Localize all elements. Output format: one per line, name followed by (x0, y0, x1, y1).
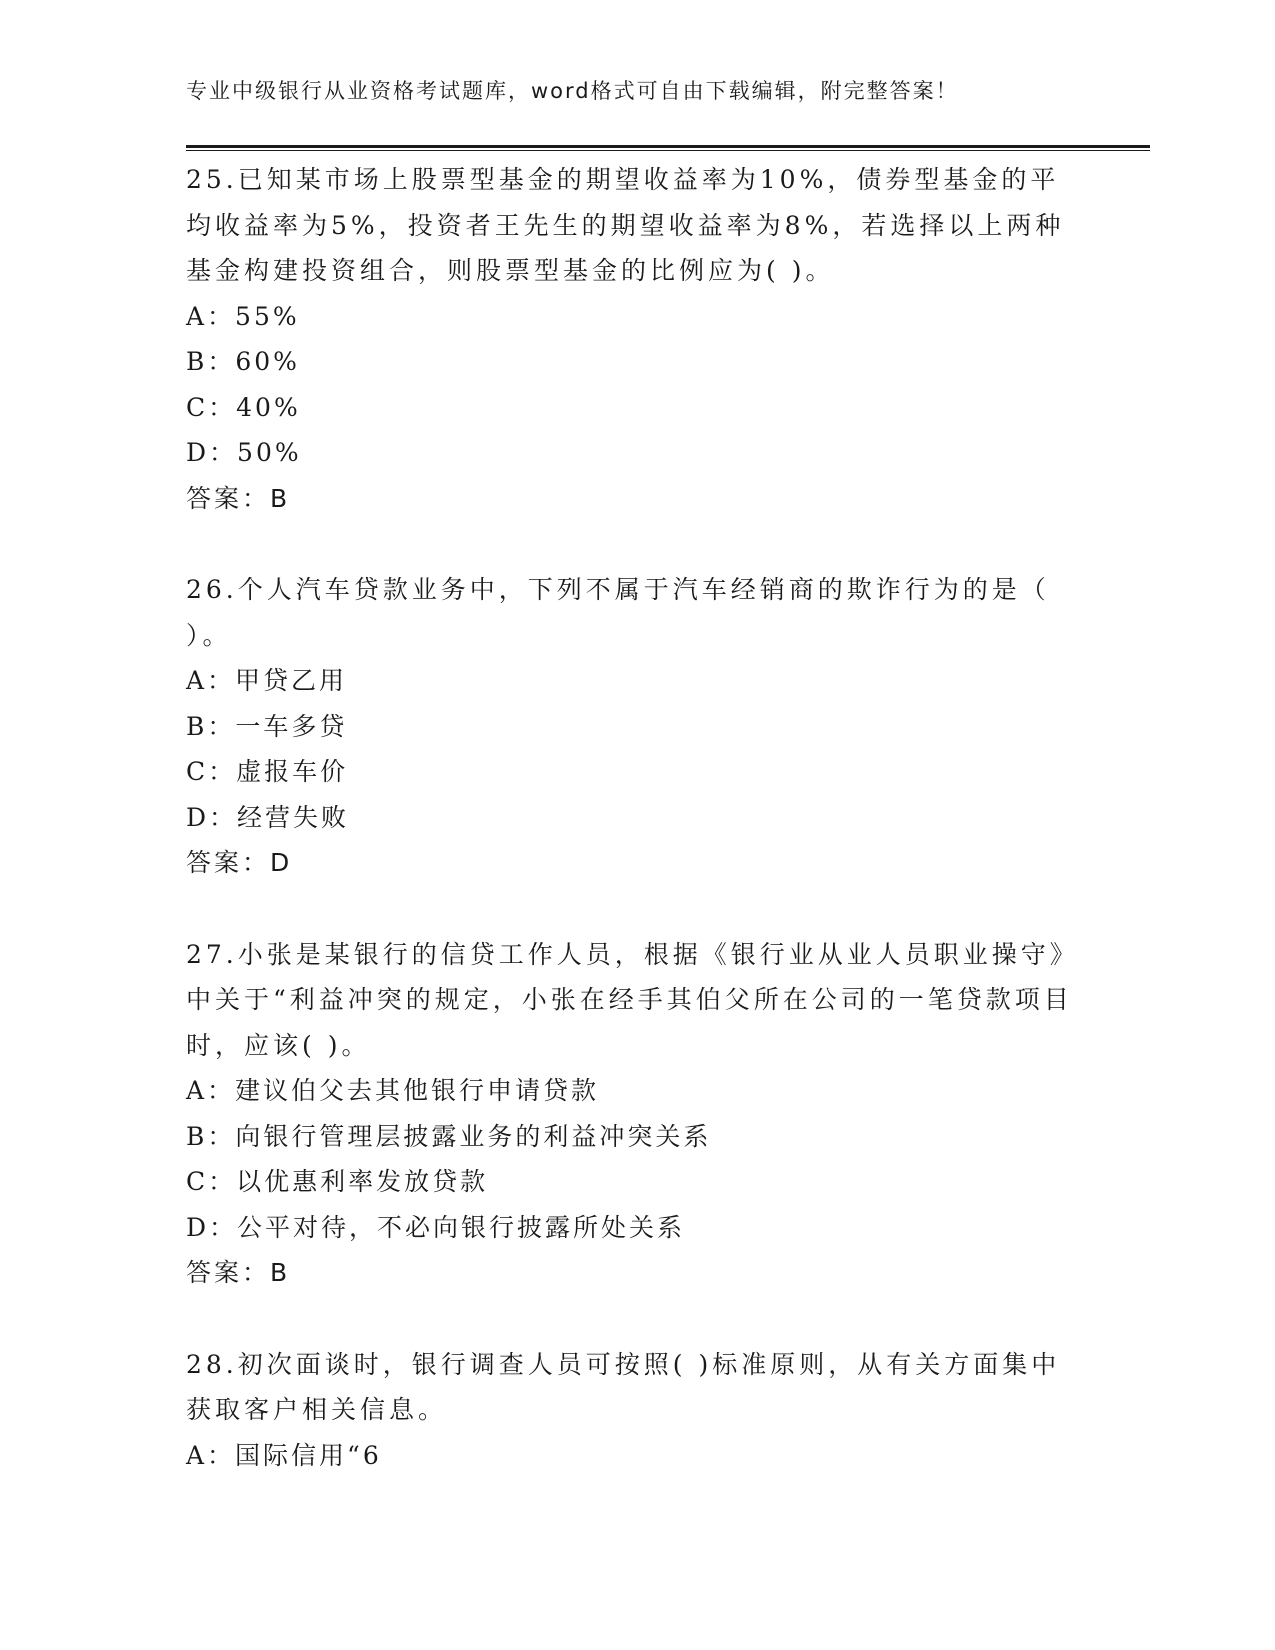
question-list (186, 157, 1086, 1524)
page-header: 专业中级银行从业资格考试题库，word格式可自由下载编辑，附完整答案！ (186, 79, 959, 103)
question-27 (186, 932, 1086, 1296)
header-divider (186, 145, 1150, 151)
option-b: B：60% (186, 347, 300, 376)
option-a: A：建议伯父去其他银行申请贷款 (186, 1076, 600, 1105)
question-28 (186, 1342, 1086, 1479)
option-c: C：40% (186, 392, 301, 422)
question-stem: 27.小张是某银行的信贷工作人员，根据《银行业从业人员职业操守》中关于“利益冲突的规定，小张在经手其伯父所在公司的一笔贷款项目时，应该( )。 (186, 939, 1079, 1060)
option-a: A：55% (186, 301, 300, 331)
question-stem: 26.个人汽车贷款业务中，下列不属于汽车经销商的欺诈行为的是（ ）。 (186, 575, 1050, 650)
option-b: B：向银行管理层披露业务的利益冲突关系 (186, 1121, 712, 1151)
option-c: C：虚报车价 (186, 757, 349, 786)
option-d: D：公平对待，不必向银行披露所处关系 (186, 1212, 686, 1242)
answer-line: 答案：B (186, 1258, 291, 1287)
option-b: B：一车多贷 (186, 711, 348, 741)
option-d: D：50% (186, 438, 302, 467)
question-stem: 28.初次面谈时，银行调查人员可按照( )标准原则，从有关方面集中获取客户相关信息。 (186, 1349, 1061, 1424)
option-d: D：经营失败 (186, 802, 350, 832)
option-a: A：甲贷乙用 (186, 666, 348, 695)
answer-line: 答案：B (186, 483, 291, 513)
answer-line: 答案：D (186, 848, 293, 877)
option-a: A：国际信用“6 (186, 1440, 382, 1470)
question-25 (186, 157, 1086, 521)
question-stem: 25.已知某市场上股票型基金的期望收益率为10%，债券型基金的平均收益率为5%，投资者王先生的期望收益率为8%，若选择以上两种基金构建投资组合，则股票型基金的比例应为( )。 (186, 165, 1065, 285)
option-c: C：以优惠利率发放贷款 (186, 1167, 489, 1196)
question-26 (186, 567, 1086, 886)
